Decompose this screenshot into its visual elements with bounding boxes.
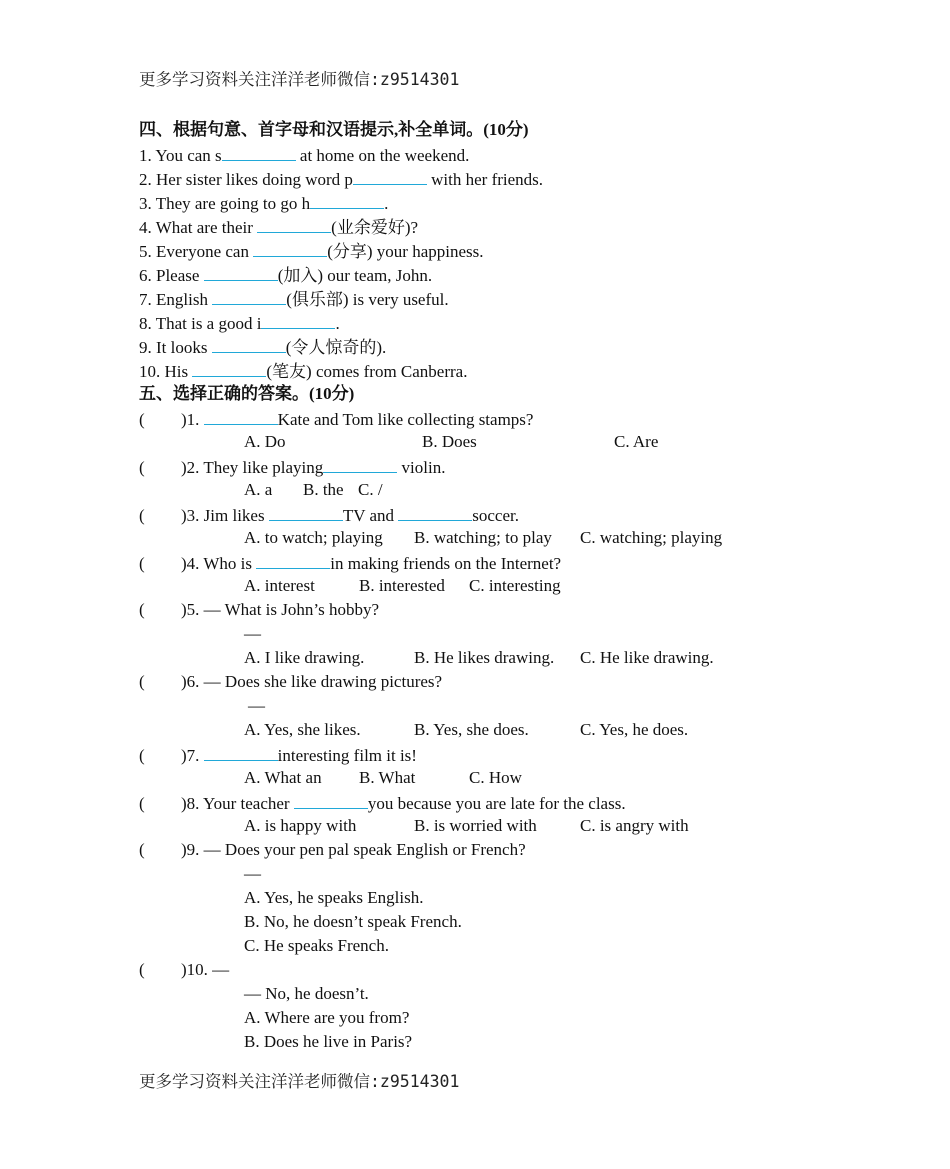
option-b: B. Yes, she does.: [414, 720, 529, 739]
option-a: A. to watch; playing: [244, 528, 383, 547]
answer-blank[interactable]: [192, 360, 266, 377]
fill-item-1: 1. You can s at home on the weekend.: [139, 146, 470, 165]
fill-item-6: 6. Please (加入) our team, John.: [139, 266, 433, 285]
answer-blank[interactable]: [253, 240, 327, 257]
answer-blank[interactable]: [256, 552, 330, 569]
answer-blank[interactable]: [310, 192, 384, 209]
question-10: ( )10. —: [139, 960, 230, 979]
answer-blank[interactable]: [204, 744, 278, 761]
question-5: ( )5. — What is John’s hobby?: [139, 600, 380, 619]
answer-blank[interactable]: [269, 504, 343, 521]
question-9: ( )9. — Does your pen pal speak English or French?: [139, 840, 526, 859]
answer-paren[interactable]: (: [139, 458, 145, 477]
option-c: C. How: [469, 768, 522, 787]
answer-blank[interactable]: [257, 216, 331, 233]
option-b: B. No, he doesn’t speak French.: [244, 912, 462, 931]
fill-item-3: 3. They are going to go h .: [139, 194, 389, 213]
option-b: B. is worried with: [414, 816, 537, 835]
question-8: ( )8. Your teacher you because you are late for the class.: [139, 794, 626, 813]
answer-paren[interactable]: (: [139, 410, 145, 429]
answer-paren[interactable]: (: [139, 600, 145, 619]
option-a: A. Do: [244, 432, 286, 451]
question-6: ( )6. — Does she like drawing pictures?: [139, 672, 443, 691]
page-header: 更多学习资料关注洋洋老师微信:z9514301: [139, 70, 460, 89]
answer-blank[interactable]: [204, 408, 278, 425]
answer-paren[interactable]: (: [139, 554, 145, 573]
section-5-title: 五、选择正确的答案。(10分): [139, 384, 355, 403]
option-a: A. Yes, he speaks English.: [244, 888, 424, 907]
fill-item-8: 8. That is a good i .: [139, 314, 340, 333]
question-7: ( )7. interesting film it is!: [139, 746, 417, 765]
answer-blank[interactable]: [398, 504, 472, 521]
response-dash: —: [244, 624, 261, 643]
fill-item-9: 9. It looks (令人惊奇的).: [139, 338, 387, 357]
option-b: B. Does: [422, 432, 477, 451]
fill-item-5: 5. Everyone can (分享) your happiness.: [139, 242, 484, 261]
answer-blank[interactable]: [222, 144, 296, 161]
dialogue-reply: — No, he doesn’t.: [244, 984, 369, 1003]
response-dash: —: [244, 864, 261, 883]
option-b: B. interested: [359, 576, 445, 595]
fill-item-7: 7. English (俱乐部) is very useful.: [139, 290, 449, 309]
option-c: C. Are: [614, 432, 659, 451]
answer-blank[interactable]: [212, 336, 286, 353]
option-b: B. watching; to play: [414, 528, 552, 547]
option-b: B. What: [359, 768, 416, 787]
option-a: A. What an: [244, 768, 322, 787]
answer-blank[interactable]: [261, 312, 335, 329]
option-a: A. I like drawing.: [244, 648, 365, 667]
question-2: ( )2. They like playing violin.: [139, 458, 446, 477]
page-footer: 更多学习资料关注洋洋老师微信:z9514301: [139, 1072, 460, 1091]
option-c: C. watching; playing: [580, 528, 723, 547]
option-b: B. Does he live in Paris?: [244, 1032, 413, 1051]
fill-item-10: 10. His (笔友) comes from Canberra.: [139, 362, 468, 381]
section-4-title: 四、根据句意、首字母和汉语提示,补全单词。(10分): [139, 120, 529, 139]
answer-paren[interactable]: (: [139, 672, 145, 691]
answer-paren[interactable]: (: [139, 794, 145, 813]
option-b: B. the: [303, 480, 344, 499]
answer-paren[interactable]: (: [139, 746, 145, 765]
answer-blank[interactable]: [323, 456, 397, 473]
question-1: ( )1. Kate and Tom like collecting stamps?: [139, 410, 534, 429]
option-a: A. interest: [244, 576, 315, 595]
option-c: C. /: [358, 480, 383, 499]
option-a: A. Where are you from?: [244, 1008, 410, 1027]
answer-blank[interactable]: [204, 264, 278, 281]
response-dash: —: [248, 696, 265, 715]
option-c: C. is angry with: [580, 816, 689, 835]
answer-paren[interactable]: (: [139, 506, 145, 525]
option-c: C. He like drawing.: [580, 648, 714, 667]
option-c: C. Yes, he does.: [580, 720, 689, 739]
answer-blank[interactable]: [353, 168, 427, 185]
answer-paren[interactable]: (: [139, 960, 145, 979]
option-a: A. is happy with: [244, 816, 357, 835]
question-4: ( )4. Who is in making friends on the Internet?: [139, 554, 562, 573]
question-3: ( )3. Jim likes TV and soccer.: [139, 506, 519, 525]
answer-paren[interactable]: (: [139, 840, 145, 859]
fill-item-4: 4. What are their (业余爱好)?: [139, 218, 419, 237]
option-a: A. Yes, she likes.: [244, 720, 361, 739]
answer-blank[interactable]: [212, 288, 286, 305]
option-b: B. He likes drawing.: [414, 648, 555, 667]
answer-blank[interactable]: [294, 792, 368, 809]
option-a: A. a: [244, 480, 273, 499]
option-c: C. He speaks French.: [244, 936, 389, 955]
option-c: C. interesting: [469, 576, 561, 595]
fill-item-2: 2. Her sister likes doing word p with her friends.: [139, 170, 544, 189]
